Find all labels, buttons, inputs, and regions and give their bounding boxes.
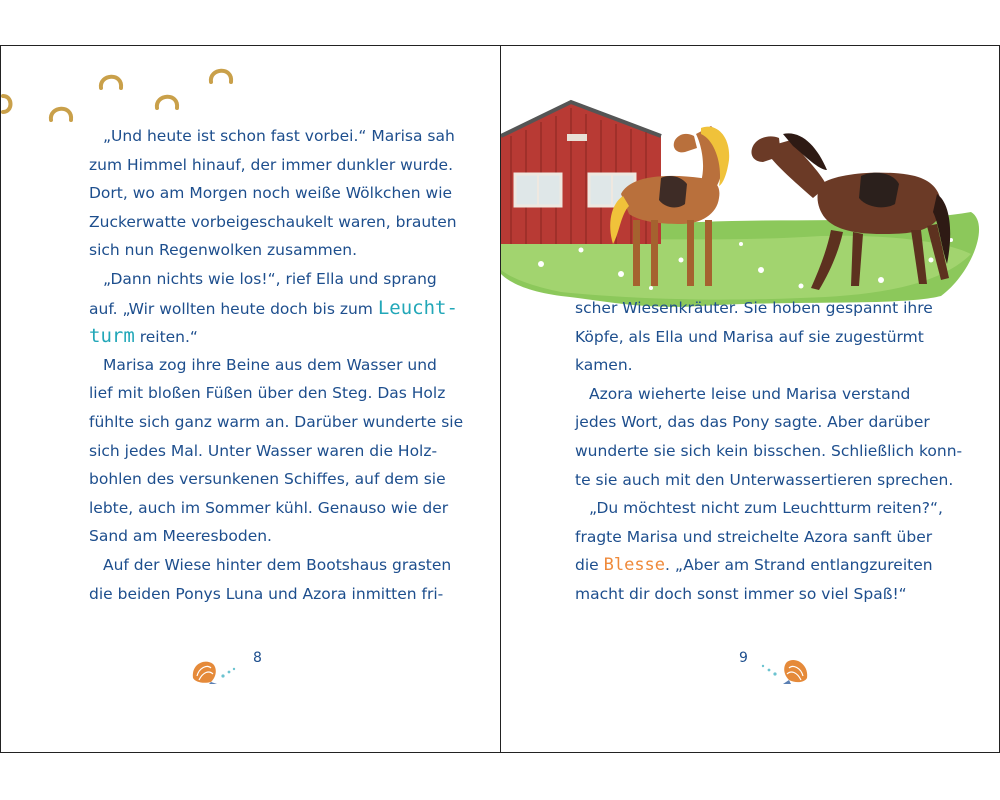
text-segment: . „Aber am Strand entlangzureiten [665,556,933,575]
text-line [89,294,463,323]
text-line: jedes Wort, das das Pony sagte. Aber darüber [575,413,930,432]
keyword-blesse: Blesse [603,555,666,576]
text-line: kamen. [575,356,633,375]
horseshoe-icon [47,102,75,124]
text-line: wunderte sie sich kein bisschen. Schließlich konn- [575,441,963,460]
right-page [500,46,1000,752]
page-number: 9 [739,650,748,666]
left-page [0,46,501,752]
text-line: „Dann nichts wie los!“, rief Ella und sprang [103,269,437,288]
text-line: Marisa zog ihre Beine aus dem Wasser und [103,355,437,374]
horseshoe-icon [1,94,15,114]
text-line: fragte Marisa und streichelte Azora sanft über [575,527,933,546]
text-line: Zuckerwatte vorbeigeschaukelt waren, brauten [89,212,457,231]
text-line: die beiden Ponys Luna und Azora inmitten fri- [89,584,444,603]
text-line: macht dir doch sonst immer so viel Spaß!“ [575,584,907,603]
left-body-text [89,122,463,608]
text-line: „Und heute ist schon fast vorbei.“ Marisa sah [103,127,455,145]
keyword-leuchtturm: turm [89,325,135,348]
text-line: lief mit bloßen Füßen über den Steg. Das Holz [89,384,446,403]
text-line [89,322,463,351]
text-line: zum Himmel hinauf, der immer dunkler wurde. [89,155,454,174]
horseshoe-icon [207,64,235,86]
text-line: Auf der Wiese hinter dem Bootshaus grasten [103,555,452,574]
text-line: lebte, auch im Sommer kühl. Genauso wie der [89,498,449,517]
text-line: Sand am Meeresboden. [89,527,272,546]
text-line: Azora wieherte leise und Marisa verstand [589,384,911,403]
text-segment: die [575,556,604,575]
text-line: te sie auch mit den Unterwassertieren sprechen. [575,470,954,489]
text-line: „Du möchtest nicht zum Leuchtturm reiten?“, [589,499,943,518]
text-line: Köpfe, als Ella und Marisa auf sie zugestürmt [575,327,924,346]
text-line: bohlen des versunkenen Schiffes, auf dem sie [89,470,446,489]
right-body-text [575,294,962,609]
horseshoe-icon [153,90,181,112]
text-segment: auf. „Wir wollten heute doch bis zum [89,299,378,318]
text-line: Dort, wo am Morgen noch weiße Wölkchen wie [89,184,453,203]
seashell-icon [189,656,241,686]
text-segment: reiten.“ [134,328,198,347]
text-line [575,551,962,580]
seashell-icon [757,654,813,686]
text-line: fühlte sich ganz warm an. Darüber wunderte sie [89,412,464,431]
text-line: scher Wiesenkräuter. Sie hoben gespannt ihre [575,299,933,317]
book-spread [0,45,1000,753]
barn-horses-illustration [501,74,1000,314]
text-line: sich nun Regenwolken zusammen. [89,241,358,260]
page-number: 8 [253,650,262,666]
horseshoe-icon [97,70,125,92]
keyword-leuchtturm: Leucht- [377,296,458,319]
text-line: sich jedes Mal. Unter Wasser waren die Holz- [89,441,438,460]
